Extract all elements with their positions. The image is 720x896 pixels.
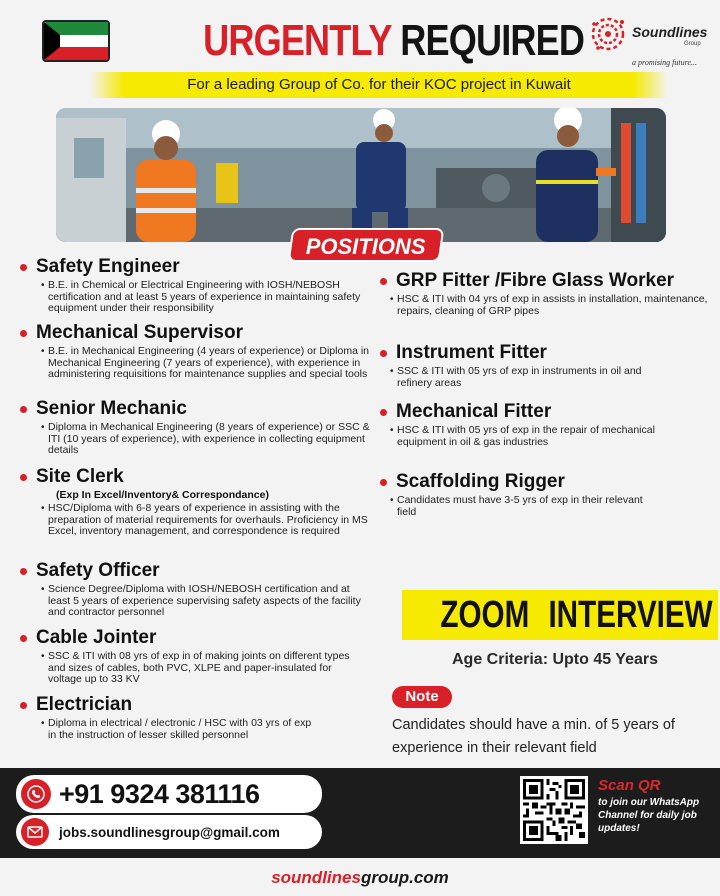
logo-sub: Group (684, 41, 701, 47)
job-description: SSC & ITI with 08 yrs of exp in of making joints on different types and sizes of cables, both PVC, XLPE and paper-insulated for voltage up to 33 KV (48, 650, 350, 685)
job-electrician (20, 694, 320, 741)
logo-tagline: a promising future... (632, 58, 697, 67)
bullet-dot-icon (20, 474, 27, 481)
job-safety-officer (20, 560, 370, 619)
job-description: HSC & ITI with 05 yrs of exp in the repair of mechanical equipment in oil & gas industries (397, 424, 655, 448)
job-description: SSC & ITI with 05 yrs of exp in instruments in oil and refinery areas (397, 365, 642, 389)
page-title (203, 16, 585, 66)
note-text: Candidates should have a min. of 5 years of experience in their relevant field (392, 717, 675, 756)
job-grp-fitter (380, 270, 715, 317)
job-title: Scaffolding Rigger (396, 471, 565, 492)
bullet-dot-icon (380, 479, 387, 486)
bullet-dot-icon (20, 568, 27, 575)
job-subtitle: (Exp In Excel/Inventory& Correspondance) (56, 489, 269, 501)
job-title: Site Clerk (36, 466, 124, 487)
job-site-clerk (20, 466, 375, 538)
bullet-icon: • (390, 366, 394, 377)
bullet-dot-icon (380, 409, 387, 416)
job-title: Mechanical Supervisor (36, 322, 243, 343)
phone-number: +91 9324 381116 (59, 778, 260, 809)
subtitle-banner: For a leading Group of Co. for their KOC project in Kuwait (90, 72, 668, 98)
job-title: Senior Mechanic (36, 398, 187, 419)
job-mechanical-supervisor (20, 322, 370, 381)
bullet-dot-icon (20, 330, 27, 337)
website-part1: soundlines (271, 868, 361, 887)
note-badge: Note (392, 686, 452, 708)
bullet-icon: • (41, 584, 45, 595)
website-part2: group.com (360, 868, 449, 887)
job-description: HSC & ITI with 04 yrs of exp in assists in installation, maintenance, repairs, cleaning of GRP pipes (397, 293, 708, 317)
bullet-icon: • (41, 651, 45, 662)
job-title: Mechanical Fitter (396, 401, 552, 422)
age-criteria: Age Criteria: Upto 45 Years (452, 651, 659, 668)
website-link[interactable] (0, 868, 720, 888)
bullet-icon: • (41, 280, 45, 291)
job-description: B.E. in Mechanical Engineering (4 years of experience) or Diploma in Mechanical Engineering (7 years of experience), with experience in administering requisitions for maintenance supplies and special tools (48, 345, 369, 380)
soundlines-logo (586, 14, 710, 70)
logo-mark-icon (588, 14, 628, 54)
job-scaffolding-rigger (380, 471, 650, 518)
email-contact[interactable] (16, 815, 322, 849)
workers-photo (56, 108, 666, 242)
bullet-icon: • (41, 718, 45, 729)
bullet-dot-icon (20, 264, 27, 271)
job-instrument-fitter (380, 342, 670, 389)
job-cable-jointer (20, 627, 360, 686)
bullet-dot-icon (20, 702, 27, 709)
job-description: Science Degree/Diploma with IOSH/NEBOSH certification and at least 5 years of experience supervising safety aspects of the facility and contractor personnel (48, 583, 361, 618)
job-safety-engineer (20, 256, 370, 315)
job-title: Safety Engineer (36, 256, 180, 277)
scan-qr-title: Scan QR (598, 777, 661, 794)
positions-label: POSITIONS (305, 234, 426, 259)
job-title: GRP Fitter /Fibre Glass Worker (396, 270, 675, 291)
whatsapp-qr-code[interactable] (520, 776, 588, 844)
job-title: Instrument Fitter (396, 342, 547, 363)
phone-icon (21, 779, 51, 809)
bullet-dot-icon (20, 635, 27, 642)
job-description: Diploma in Mechanical Engineering (8 years of experience) or SSC & ITI (10 years of experience), with experience in collecting equipment details (48, 421, 370, 456)
email-icon (21, 818, 49, 846)
logo-name: Soundlines (632, 24, 708, 40)
job-title: Safety Officer (36, 560, 160, 581)
kuwait-flag-icon (42, 20, 110, 62)
job-mechanical-fitter (380, 401, 660, 448)
bullet-icon: • (390, 425, 394, 436)
job-description: HSC/Diploma with 6-8 years of experience in assisting with the preparation of material requirements for overhauls. Proficiency in MS Excel, inventory management, and correspondence is required (48, 502, 368, 537)
job-description: Diploma in electrical / electronic / HSC with 03 yrs of exp in the instruction of lesser skilled personnel (48, 717, 312, 741)
bullet-dot-icon (380, 350, 387, 357)
email-address: jobs.soundlinesgroup@gmail.com (59, 824, 280, 840)
scan-qr-description: to join our WhatsApp Channel for daily job updates! (598, 797, 700, 834)
title-urgently: URGENTLY (203, 16, 392, 65)
bullet-dot-icon (380, 278, 387, 285)
phone-contact[interactable] (16, 775, 322, 813)
bullet-icon: • (390, 294, 394, 305)
zoom-interview-banner (402, 590, 718, 640)
bullet-icon: • (41, 422, 45, 433)
bullet-icon: • (41, 346, 45, 357)
bullet-icon: • (390, 495, 394, 506)
bullet-dot-icon (20, 406, 27, 413)
job-description: Candidates must have 3-5 yrs of exp in their relevant field (397, 494, 643, 518)
job-senior-mechanic (20, 398, 370, 457)
job-title: Cable Jointer (36, 627, 157, 648)
job-description: B.E. in Chemical or Electrical Engineering with IOSH/NEBOSH certification and at least 5 years of experience in maintaining safety equipment under their responsibility (48, 279, 361, 314)
job-title: Electrician (36, 694, 133, 715)
zoom-interview-label: ZOOM INTERVIEW (440, 594, 713, 636)
bullet-icon: • (41, 503, 45, 514)
title-required: REQUIRED (400, 16, 585, 65)
